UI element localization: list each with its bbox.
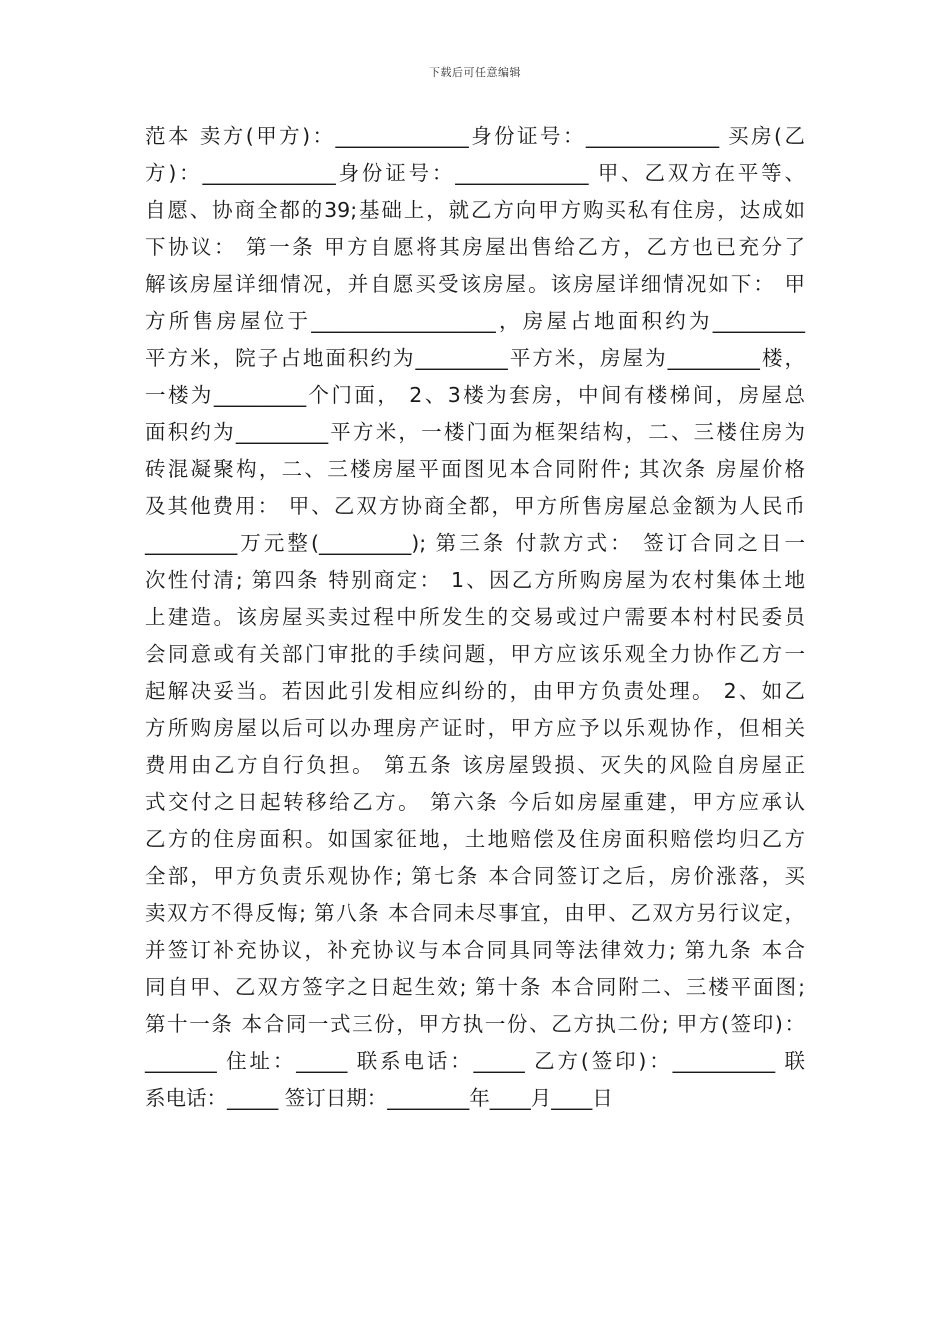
contract-line: 式交付之日起转移给乙方。 第六条 今后如房屋重建，甲方应承认 bbox=[145, 790, 805, 814]
contract-line: 全部，甲方负责乐观协作; 第七条 本合同签订之后，房价涨落，买 bbox=[145, 864, 805, 888]
contract-line: 卖双方不得反悔; 第八条 本合同未尽事宜，由甲、乙双方另行议定， bbox=[145, 901, 805, 925]
contract-line: 费用由乙方自行负担。 第五条 该房屋毁损、灭失的风险自房屋正 bbox=[145, 753, 805, 777]
contract-line-last: 系电话：_____ 签订日期：________年____月____日 bbox=[145, 1086, 613, 1110]
contract-line: 同自甲、乙双方签字之日起生效; 第十条 本合同附二、三楼平面图; bbox=[145, 975, 805, 999]
contract-line: _______ 住址：_____ 联系电话：_____ 乙方(签印)：__________ 联 bbox=[145, 1049, 805, 1073]
contract-line: 平方米，院子占地面积约为_________平方米，房屋为_________楼， bbox=[145, 346, 805, 370]
contract-line: 一楼为_________个门面， 2、3楼为套房，中间有楼梯间，房屋总 bbox=[145, 383, 805, 407]
page-header-note: 下载后可任意编辑 bbox=[429, 66, 521, 79]
contract-line: 乙方的住房面积。如国家征地，土地赔偿及住房面积赔偿均归乙方 bbox=[145, 827, 805, 851]
contract-line: 方)：_____________身份证号：_____________ 甲、乙双方在平等、 bbox=[145, 161, 805, 185]
contract-body bbox=[145, 118, 805, 1117]
contract-line: _________万元整(_________); 第三条 付款方式： 签订合同之日一 bbox=[145, 531, 805, 555]
contract-line: 自愿、协商全都的39;基础上，就乙方向甲方购买私有住房，达成如 bbox=[145, 198, 805, 222]
contract-line: 方所售房屋位于__________________，房屋占地面积约为_________ bbox=[145, 309, 805, 333]
contract-line: 次性付清; 第四条 特别商定： 1、因乙方所购房屋为农村集体土地 bbox=[145, 568, 805, 592]
contract-line: 砖混凝聚构，二、三楼房屋平面图见本合同附件; 其次条 房屋价格 bbox=[145, 457, 805, 481]
contract-line: 第十一条 本合同一式三份，甲方执一份、乙方执二份; 甲方(签印)： bbox=[145, 1012, 805, 1036]
contract-line: 并签订补充协议，补充协议与本合同具同等法律效力; 第九条 本合 bbox=[145, 938, 805, 962]
contract-line: 及其他费用： 甲、乙双方协商全都，甲方所售房屋总金额为人民币 bbox=[145, 494, 805, 518]
contract-line: 范本 卖方(甲方)：_____________身份证号：_____________ 买房(乙 bbox=[145, 124, 805, 148]
contract-line: 方所购房屋以后可以办理房产证时，甲方应予以乐观协作，但相关 bbox=[145, 716, 805, 740]
contract-line: 上建造。该房屋买卖过程中所发生的交易或过户需要本村村民委员 bbox=[145, 605, 805, 629]
contract-line: 起解决妥当。若因此引发相应纠纷的，由甲方负责处理。 2、如乙 bbox=[145, 679, 805, 703]
contract-line: 会同意或有关部门审批的手续问题，甲方应该乐观全力协作乙方一 bbox=[145, 642, 805, 666]
contract-line: 下协议： 第一条 甲方自愿将其房屋出售给乙方，乙方也已充分了 bbox=[145, 235, 805, 259]
contract-line: 解该房屋详细情况，并自愿买受该房屋。该房屋详细情况如下： 甲 bbox=[145, 272, 805, 296]
contract-line: 面积约为_________平方米，一楼门面为框架结构，二、三楼住房为 bbox=[145, 420, 805, 444]
